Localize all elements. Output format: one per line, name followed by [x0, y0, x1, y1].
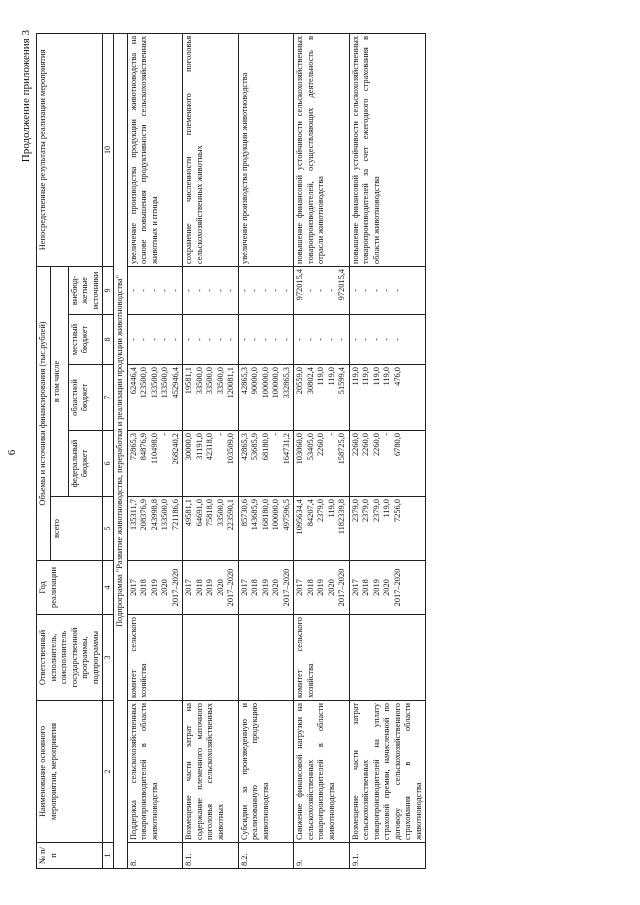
- column-number: 5: [103, 497, 114, 561]
- year-value: 2019: [205, 579, 214, 596]
- extrabudget-value: -: [305, 289, 315, 292]
- row-name: Снижение финансовой нагрузки на сельскохозяйственных товаропроизводителей в области животноводства: [294, 701, 350, 843]
- extrabudget-value: -: [250, 289, 259, 292]
- year-value: 2018: [305, 579, 315, 596]
- local-value: -: [361, 338, 370, 341]
- table-row: [349, 33, 426, 868]
- federal-value: 53405,0: [305, 433, 315, 461]
- extrabudget-value: -: [128, 289, 138, 292]
- row-local: [349, 315, 426, 365]
- extrabudget-value: -: [215, 289, 225, 292]
- row-result: повышение финансовой устойчивости сельскохозяйственных товаропроизводителей за счет ежегодного страхования в области животноводства: [349, 33, 426, 266]
- year-value: 2019: [149, 579, 159, 596]
- regional-value: 133500,0: [160, 367, 169, 399]
- row-extrabudget: [127, 266, 183, 314]
- row-regional: [294, 365, 350, 431]
- header-regional: областной бюджет: [68, 365, 103, 431]
- total-value: 721186,6: [170, 499, 180, 531]
- federal-value: 84876,9: [139, 433, 148, 461]
- header-local: местный бюджет: [68, 315, 103, 365]
- header-year: Год реализации: [37, 561, 103, 615]
- total-value: 133500,0: [160, 499, 169, 531]
- year-value: 2017: [350, 579, 360, 596]
- total-value: 2379,0: [316, 499, 325, 523]
- local-value: -: [337, 338, 346, 341]
- year-value: 2019: [371, 579, 381, 596]
- year-value: 2017: [128, 579, 138, 596]
- regional-value: 119,0: [371, 367, 381, 386]
- regional-value: 100000,0: [271, 367, 280, 399]
- local-value: -: [128, 338, 138, 341]
- regional-value: 100000,0: [260, 367, 270, 399]
- row-years: [294, 561, 350, 615]
- year-value: 2017: [295, 579, 304, 596]
- total-value: 223590,1: [226, 499, 235, 531]
- extrabudget-value: -: [392, 289, 402, 292]
- total-value: 7256,0: [392, 499, 402, 523]
- federal-value: 2260,0: [371, 433, 381, 457]
- row-no: 8.1.: [183, 843, 239, 869]
- column-number: 7: [103, 365, 114, 431]
- extrabudget-value: -: [271, 289, 280, 292]
- federal-value: 103509,0: [226, 433, 235, 465]
- regional-value: 33500,0: [205, 367, 214, 395]
- table-row: [238, 33, 294, 868]
- row-extrabudget: [349, 266, 426, 314]
- year-value: 2017–2020: [226, 568, 235, 607]
- local-value: -: [226, 338, 235, 341]
- header-no: № п/п: [37, 843, 103, 869]
- regional-value: 20559,0: [295, 367, 304, 395]
- row-local: [294, 315, 350, 365]
- year-value: 2017: [239, 579, 249, 596]
- column-number: 1: [103, 843, 114, 869]
- federal-value: -: [160, 433, 169, 436]
- total-value: 100000,0: [271, 499, 280, 531]
- extrabudget-value: -: [316, 289, 325, 292]
- total-value: 2379,0: [361, 499, 370, 523]
- row-executor: [349, 615, 426, 701]
- local-value: -: [326, 338, 336, 341]
- local-value: -: [239, 338, 249, 341]
- row-name: Поддержка сельскохозяйственных товаропроизводителей в области животноводства: [127, 701, 183, 843]
- local-value: -: [194, 338, 204, 341]
- row-federal: [183, 431, 239, 497]
- row-no: 9.: [294, 843, 350, 869]
- regional-value: 119,0: [361, 367, 370, 386]
- extrabudget-value: -: [350, 289, 360, 292]
- row-total: [127, 497, 183, 561]
- federal-value: -: [382, 433, 391, 436]
- extrabudget-value: -: [205, 289, 214, 292]
- header-executor: Ответственный исполнитель, соисполнитель государственной программы, подпрограммы: [37, 615, 103, 701]
- year-value: 2018: [361, 579, 370, 596]
- row-total: [294, 497, 350, 561]
- row-total: [349, 497, 426, 561]
- row-years: [238, 561, 294, 615]
- column-number: 4: [103, 561, 114, 615]
- column-number: 8: [103, 315, 114, 365]
- federal-value: 6780,0: [392, 433, 402, 457]
- row-federal: [294, 431, 350, 497]
- regional-value: 51599,4: [337, 367, 346, 395]
- regional-value: 119,0: [326, 367, 336, 386]
- federal-value: 30000,0: [184, 433, 193, 461]
- extrabudget-value: -: [139, 289, 148, 292]
- total-value: 1182339,8: [337, 499, 346, 535]
- row-federal: [349, 431, 426, 497]
- total-value: 168180,0: [260, 499, 270, 531]
- total-value: 85730,6: [239, 499, 249, 527]
- subprogram-title: Подпрограмма "Развитие животноводства, переработки и реализации продукции животноводства": [114, 33, 128, 868]
- local-value: -: [382, 338, 391, 341]
- local-value: -: [160, 338, 169, 341]
- federal-value: 268240,2: [170, 433, 180, 465]
- year-value: 2019: [316, 579, 325, 596]
- local-value: -: [205, 338, 214, 341]
- column-number: 9: [103, 266, 114, 314]
- row-regional: [238, 365, 294, 431]
- total-value: 208376,9: [139, 499, 148, 531]
- row-no: 8.: [127, 843, 183, 869]
- local-value: -: [170, 338, 180, 341]
- row-local: [183, 315, 239, 365]
- header-federal: федеральный бюджет: [68, 431, 103, 497]
- row-local: [127, 315, 183, 365]
- local-value: -: [149, 338, 159, 341]
- row-result: сохранение численности племенного поголовья сельскохозяйственных животных: [183, 33, 239, 266]
- year-value: 2017–2020: [337, 568, 346, 607]
- header-extrabudget: внебюд-жетные источники: [68, 266, 103, 314]
- extrabudget-value: -: [361, 289, 370, 292]
- local-value: -: [392, 338, 402, 341]
- extrabudget-value: -: [194, 289, 204, 292]
- row-extrabudget: [238, 266, 294, 314]
- federal-value: 42318,0: [205, 433, 214, 461]
- row-regional: [349, 365, 426, 431]
- regional-value: 123500,0: [139, 367, 148, 399]
- row-name: Субсидии за произведенную и реализованную продукцию животноводства: [238, 701, 294, 843]
- total-value: 64691,0: [194, 499, 204, 527]
- row-regional: [127, 365, 183, 431]
- federal-value: -: [326, 433, 336, 436]
- row-name: Возмещение части затрат сельскохозяйственных товаропроизводителей на уплату страховой премии, начисленной по договору сельскохозяйственного страхования в области животноводства: [349, 701, 426, 843]
- row-local: [238, 315, 294, 365]
- row-federal: [238, 431, 294, 497]
- extrabudget-value: -: [149, 289, 159, 292]
- row-federal: [127, 431, 183, 497]
- column-number: 6: [103, 431, 114, 497]
- year-value: 2018: [250, 579, 259, 596]
- header-results: Непосредственные результаты реализации мероприятия: [37, 33, 103, 266]
- regional-value: 119,0: [316, 367, 325, 386]
- row-years: [127, 561, 183, 615]
- total-value: 1095634,4: [295, 499, 304, 535]
- federal-value: -: [271, 433, 280, 436]
- regional-value: 476,0: [392, 367, 402, 386]
- extrabudget-value: -: [371, 289, 381, 292]
- extrabudget-value: -: [281, 289, 291, 292]
- total-value: 119,0: [382, 499, 391, 518]
- row-no: 9.1.: [349, 843, 426, 869]
- regional-value: 120081,1: [226, 367, 235, 399]
- year-value: 2018: [139, 579, 148, 596]
- year-value: 2020: [271, 579, 280, 596]
- total-value: 143685,9: [250, 499, 259, 531]
- year-value: 2017: [184, 579, 193, 596]
- financing-table: [36, 33, 426, 869]
- table-row: [183, 33, 239, 868]
- total-value: 243998,8: [149, 499, 159, 531]
- table-row: [294, 33, 350, 868]
- local-value: -: [305, 338, 315, 341]
- row-extrabudget: [294, 266, 350, 314]
- header-volumes: Объемы и источники финансирования (тыс.рублей): [37, 266, 51, 560]
- row-extrabudget: [183, 266, 239, 314]
- year-value: 2019: [260, 579, 270, 596]
- regional-value: 133500,0: [149, 367, 159, 399]
- local-value: -: [281, 338, 291, 341]
- row-name: Возмещение части затрат на содержание племенного маточного поголовья сельскохозяйственных животных: [183, 701, 239, 843]
- row-result: увеличение производства продукции животноводства: [238, 33, 294, 266]
- row-total: [183, 497, 239, 561]
- year-value: 2020: [160, 579, 169, 596]
- row-executor: комитет сельского хозяйства: [127, 615, 183, 701]
- regional-value: 452946,4: [170, 367, 180, 399]
- regional-value: 33500,0: [215, 367, 225, 395]
- federal-value: 72865,3: [128, 433, 138, 461]
- column-number: 3: [103, 615, 114, 701]
- extrabudget-value: -: [226, 289, 235, 292]
- year-value: 2020: [382, 579, 391, 596]
- federal-value: 68180,0: [260, 433, 270, 461]
- row-regional: [183, 365, 239, 431]
- row-years: [183, 561, 239, 615]
- total-value: 84207,4: [305, 499, 315, 527]
- federal-value: 103060,0: [295, 433, 304, 465]
- year-value: 2020: [326, 579, 336, 596]
- extrabudget-value: -: [239, 289, 249, 292]
- page-number: 6: [6, 449, 18, 456]
- local-value: -: [184, 338, 193, 341]
- row-executor: [238, 615, 294, 701]
- year-value: 2017–2020: [281, 568, 291, 607]
- extrabudget-value: -: [382, 289, 391, 292]
- year-value: 2018: [194, 579, 204, 596]
- local-value: -: [215, 338, 225, 341]
- local-value: -: [316, 338, 325, 341]
- total-value: 497596,5: [281, 499, 291, 531]
- table-row: [127, 33, 183, 868]
- federal-value: 164731,2: [281, 433, 291, 465]
- federal-value: 2260,0: [316, 433, 325, 457]
- regional-value: 30802,4: [305, 367, 315, 395]
- header-name: Наименование основного мероприятия, мероприятия: [37, 701, 103, 843]
- federal-value: -: [215, 433, 225, 436]
- row-result: увеличение производства продукции животноводства на основе повышения продуктивности сельскохозяйственных животных и птицы: [127, 33, 183, 266]
- total-value: 135311,7: [128, 499, 138, 531]
- local-value: -: [371, 338, 381, 341]
- appendix-label: Продолжение приложения 3: [20, 30, 32, 163]
- extrabudget-value: -: [170, 289, 180, 292]
- extrabudget-value: 972015,4: [295, 268, 304, 301]
- federal-value: 2260,0: [361, 433, 370, 457]
- total-value: 119,0: [326, 499, 336, 518]
- regional-value: 90000,0: [250, 367, 259, 395]
- local-value: -: [271, 338, 280, 341]
- row-total: [238, 497, 294, 561]
- year-value: 2020: [215, 579, 225, 596]
- header-total: всего: [50, 497, 103, 561]
- column-number: 10: [103, 33, 114, 266]
- total-value: 33500,0: [215, 499, 225, 527]
- local-value: -: [295, 338, 304, 341]
- extrabudget-value: 972015,4: [337, 268, 346, 301]
- federal-value: 42865,3: [239, 433, 249, 461]
- row-result: повышение финансовой устойчивости сельскохозяйственных товаропроизводителей, осуществляющих деятельность в отрасли животноводства: [294, 33, 350, 266]
- row-executor: [183, 615, 239, 701]
- regional-value: 42865,3: [239, 367, 249, 395]
- federal-value: 158725,0: [337, 433, 346, 465]
- extrabudget-value: -: [184, 289, 193, 292]
- local-value: -: [250, 338, 259, 341]
- local-value: -: [260, 338, 270, 341]
- federal-value: 110498,0: [149, 433, 159, 465]
- row-no: 8.2.: [238, 843, 294, 869]
- column-number: 2: [103, 701, 114, 843]
- regional-value: 62446,4: [128, 367, 138, 395]
- total-value: 49581,1: [184, 499, 193, 527]
- regional-value: 33500,0: [194, 367, 204, 395]
- total-value: 75818,0: [205, 499, 214, 527]
- row-years: [349, 561, 426, 615]
- local-value: -: [350, 338, 360, 341]
- regional-value: 332865,3: [281, 367, 291, 399]
- extrabudget-value: -: [260, 289, 270, 292]
- federal-value: 2260,0: [350, 433, 360, 457]
- regional-value: 119,0: [382, 367, 391, 386]
- extrabudget-value: -: [326, 289, 336, 292]
- total-value: 2379,0: [350, 499, 360, 523]
- regional-value: 19581,1: [184, 367, 193, 395]
- local-value: -: [139, 338, 148, 341]
- regional-value: 119,0: [350, 367, 360, 386]
- year-value: 2017–2020: [392, 568, 402, 607]
- federal-value: 53685,9: [250, 433, 259, 461]
- year-value: 2017–2020: [170, 568, 180, 607]
- extrabudget-value: -: [160, 289, 169, 292]
- row-executor: комитет сельского хозяйства: [294, 615, 350, 701]
- total-value: 2379,0: [371, 499, 381, 523]
- header-incl: в том числе: [50, 266, 68, 496]
- federal-value: 31191,0: [194, 433, 204, 460]
